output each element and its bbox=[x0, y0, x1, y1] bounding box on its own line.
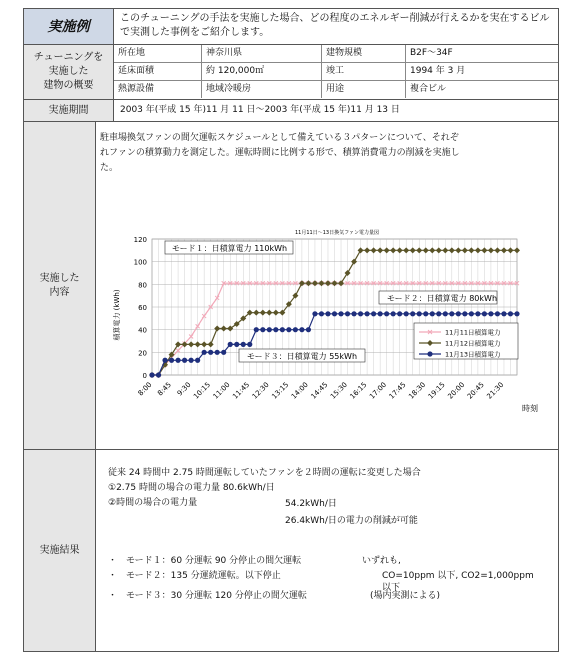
data-point bbox=[427, 351, 432, 356]
building-value: 複合ビル bbox=[410, 84, 447, 94]
x-tick-label: 15:30 bbox=[329, 380, 349, 401]
x-tick-label: 11:00 bbox=[211, 380, 232, 401]
building-label bbox=[24, 45, 114, 99]
note-line: (場内実測による) bbox=[370, 591, 441, 601]
data-point bbox=[430, 311, 435, 316]
mode-text: モード１：60 分運転 90 分停止の間欠運転 bbox=[126, 556, 302, 566]
result-line: 従来 24 時間中 2.75 時間運転していたファンを２時間の運転に変更した場合 bbox=[108, 468, 421, 478]
data-point bbox=[482, 311, 487, 316]
data-point bbox=[273, 327, 278, 332]
data-point bbox=[443, 311, 448, 316]
data-point bbox=[410, 311, 415, 316]
data-point bbox=[175, 358, 180, 363]
mode-text: モード３：30 分運転 120 分停止の間欠運転 bbox=[126, 591, 307, 601]
x-tick-label: 16:15 bbox=[348, 380, 369, 401]
result-line: ②時間の場合の電力量 bbox=[108, 498, 198, 508]
data-point bbox=[371, 311, 376, 316]
building-key: 延床面積 bbox=[114, 63, 202, 80]
mode-text: モード２：135 分運続運転。以下停止 bbox=[126, 571, 281, 581]
legend-label: 11月12日積算電力 bbox=[445, 339, 501, 348]
period-value: 2003 年(平成 15 年)11 月 11 日～2003 年(平成 15 年)11 月 13 日 bbox=[120, 105, 400, 115]
result-body bbox=[100, 450, 558, 651]
data-point bbox=[312, 311, 317, 316]
building-grid-row bbox=[114, 81, 558, 98]
data-point bbox=[417, 311, 422, 316]
building-value: 神奈川県 bbox=[202, 45, 322, 62]
data-point bbox=[234, 342, 239, 347]
y-tick-label: 20 bbox=[138, 349, 147, 358]
y-axis bbox=[134, 236, 147, 380]
result-value: 26.4kWh/日の電力の削減が可能 bbox=[285, 516, 418, 526]
x-tick-label: 8:00 bbox=[136, 380, 154, 398]
period-label: 実施期間 bbox=[24, 100, 114, 121]
data-point bbox=[195, 358, 200, 363]
legend-label: 11月13日積算電力 bbox=[445, 350, 501, 359]
data-point bbox=[508, 311, 513, 316]
x-tick-label: 8:45 bbox=[156, 380, 173, 398]
x-tick-label: 17:45 bbox=[387, 380, 408, 401]
data-point bbox=[169, 358, 174, 363]
chart-title: 11月11日～13日換気ファン電力量図 bbox=[295, 230, 379, 236]
building-value: 地域冷暖房 bbox=[202, 81, 322, 98]
data-point bbox=[149, 372, 154, 377]
x-tick-label: 14:45 bbox=[309, 380, 330, 401]
building-key: 所在地 bbox=[114, 45, 202, 62]
content-line-1: 駐車場換気ファンの間欠運転スケジュールとして備えている３パターンについて、それぞ bbox=[100, 133, 459, 143]
legend-label: 11月11日積算電力 bbox=[445, 328, 501, 337]
data-point bbox=[162, 358, 167, 363]
building-label-2: 実施した bbox=[48, 66, 89, 77]
data-point bbox=[202, 350, 207, 355]
data-point bbox=[319, 311, 324, 316]
annotation-mode3: モード３：日積算電力 55kWh bbox=[247, 352, 358, 361]
period-row bbox=[24, 100, 558, 122]
mode-item: ・ モード１：60 分運転 90 分停止の間欠運転 bbox=[108, 556, 302, 566]
x-tick-label: 10:15 bbox=[192, 380, 213, 401]
data-point bbox=[228, 342, 233, 347]
mode-item: ・ モード３：30 分運転 120 分停止の間欠運転 bbox=[108, 591, 307, 601]
y-tick-label: 40 bbox=[138, 326, 147, 335]
data-point bbox=[293, 327, 298, 332]
mode-item: ・ モード２：135 分運続運転。以下停止 bbox=[108, 571, 281, 581]
building-key: 建物規模 bbox=[322, 45, 406, 62]
building-value: B2F～34F bbox=[410, 48, 453, 58]
x-axis-label: 時刻 bbox=[522, 404, 538, 413]
building-value: 1994 年 3 月 bbox=[410, 66, 466, 76]
y-tick-label: 60 bbox=[138, 304, 147, 312]
data-point bbox=[495, 311, 500, 316]
data-point bbox=[475, 311, 480, 316]
content-label bbox=[24, 122, 96, 449]
x-tick-label: 11:45 bbox=[231, 380, 252, 401]
data-point bbox=[378, 311, 383, 316]
x-tick-label: 12:30 bbox=[250, 380, 271, 401]
power-chart bbox=[107, 225, 547, 425]
data-point bbox=[247, 342, 252, 347]
y-tick-label: 120 bbox=[133, 236, 147, 244]
y-tick-label: 100 bbox=[133, 258, 147, 267]
building-grid-row bbox=[114, 63, 558, 81]
data-point bbox=[182, 358, 187, 363]
x-axis bbox=[137, 381, 506, 401]
annotation-mode1: モード１：日積算電力 110kWh bbox=[172, 244, 288, 253]
data-point bbox=[156, 372, 161, 377]
data-point bbox=[254, 327, 259, 332]
data-point bbox=[189, 358, 194, 363]
result-value: 54.2kWh/日 bbox=[285, 499, 337, 509]
y-tick-label: 80 bbox=[138, 281, 147, 290]
annotation-mode2: モード２：日積算電力 80kWh bbox=[387, 294, 498, 303]
data-point bbox=[221, 350, 226, 355]
data-point bbox=[280, 327, 285, 332]
content-line-3: た。 bbox=[100, 163, 119, 173]
data-point bbox=[267, 327, 272, 332]
result-label: 実施結果 bbox=[24, 450, 96, 651]
result-row bbox=[24, 450, 558, 651]
data-point bbox=[404, 311, 409, 316]
x-tick-label: 13:15 bbox=[270, 380, 291, 401]
data-point bbox=[286, 327, 291, 332]
x-tick-label: 14:00 bbox=[289, 380, 310, 401]
data-point bbox=[436, 311, 441, 316]
data-point bbox=[364, 311, 369, 316]
data-point bbox=[514, 311, 519, 316]
data-point bbox=[449, 311, 454, 316]
data-point bbox=[469, 311, 474, 316]
data-point bbox=[299, 327, 304, 332]
data-point bbox=[332, 311, 337, 316]
data-point bbox=[345, 311, 350, 316]
data-point bbox=[384, 311, 389, 316]
x-tick-label: 20:00 bbox=[446, 380, 467, 401]
building-grid-row bbox=[114, 45, 558, 63]
x-tick-label: 18:30 bbox=[407, 380, 428, 401]
y-tick-label: 0 bbox=[142, 372, 147, 380]
data-point bbox=[423, 311, 428, 316]
y-axis-label: 積算電力 (kWh) bbox=[113, 289, 121, 341]
building-value: 約 120,000㎡ bbox=[202, 63, 322, 80]
building-label-3: 建物の概要 bbox=[43, 80, 94, 91]
x-tick-label: 20:45 bbox=[465, 380, 486, 401]
x-tick-label: 21:30 bbox=[485, 380, 506, 401]
content-line-2: れファンの積算動力を測定した。運転時間に比例する形で、積算消費電力の削減を実施し bbox=[100, 148, 460, 158]
content-label-2: 内容 bbox=[49, 286, 70, 298]
x-tick-label: 17:00 bbox=[368, 380, 389, 401]
building-grid bbox=[114, 45, 558, 99]
data-point bbox=[338, 311, 343, 316]
data-point bbox=[391, 311, 396, 316]
note-line: 以下 bbox=[382, 583, 401, 593]
data-point bbox=[260, 327, 265, 332]
building-label-1: チューニングを bbox=[33, 52, 104, 63]
data-point bbox=[358, 311, 363, 316]
note-line: いずれも, bbox=[362, 556, 401, 566]
data-point bbox=[351, 311, 356, 316]
x-tick-label: 19:15 bbox=[426, 380, 447, 401]
content-row bbox=[24, 122, 558, 450]
legend-items bbox=[419, 328, 501, 359]
result-line: ①2.75 時間の場合の電力量 80.6kWh/日 bbox=[108, 483, 275, 493]
building-key: 熱源設備 bbox=[114, 81, 202, 98]
data-point bbox=[306, 327, 311, 332]
x-tick-label: 9:30 bbox=[175, 380, 193, 398]
building-key: 竣工 bbox=[322, 63, 406, 80]
content-label-1: 実施した bbox=[39, 272, 80, 284]
case-tag: 実施例 bbox=[24, 9, 114, 44]
case-sheet bbox=[23, 8, 559, 652]
data-point bbox=[208, 350, 213, 355]
building-row bbox=[24, 45, 558, 100]
header-row bbox=[24, 9, 558, 45]
data-point bbox=[215, 350, 220, 355]
data-point bbox=[241, 342, 246, 347]
data-point bbox=[462, 311, 467, 316]
note-line: CO=10ppm 以下, CO2=1,000ppm bbox=[382, 571, 534, 581]
data-point bbox=[488, 311, 493, 316]
data-point bbox=[456, 311, 461, 316]
data-point bbox=[325, 311, 330, 316]
header-intro: このチューニングの手法を実施した場合、どの程度のエネルギー削減が行えるかを実在するビルで実測した事例をご紹介します。 bbox=[120, 13, 550, 38]
data-point bbox=[397, 311, 402, 316]
data-point bbox=[501, 311, 506, 316]
building-key: 用途 bbox=[322, 81, 406, 98]
